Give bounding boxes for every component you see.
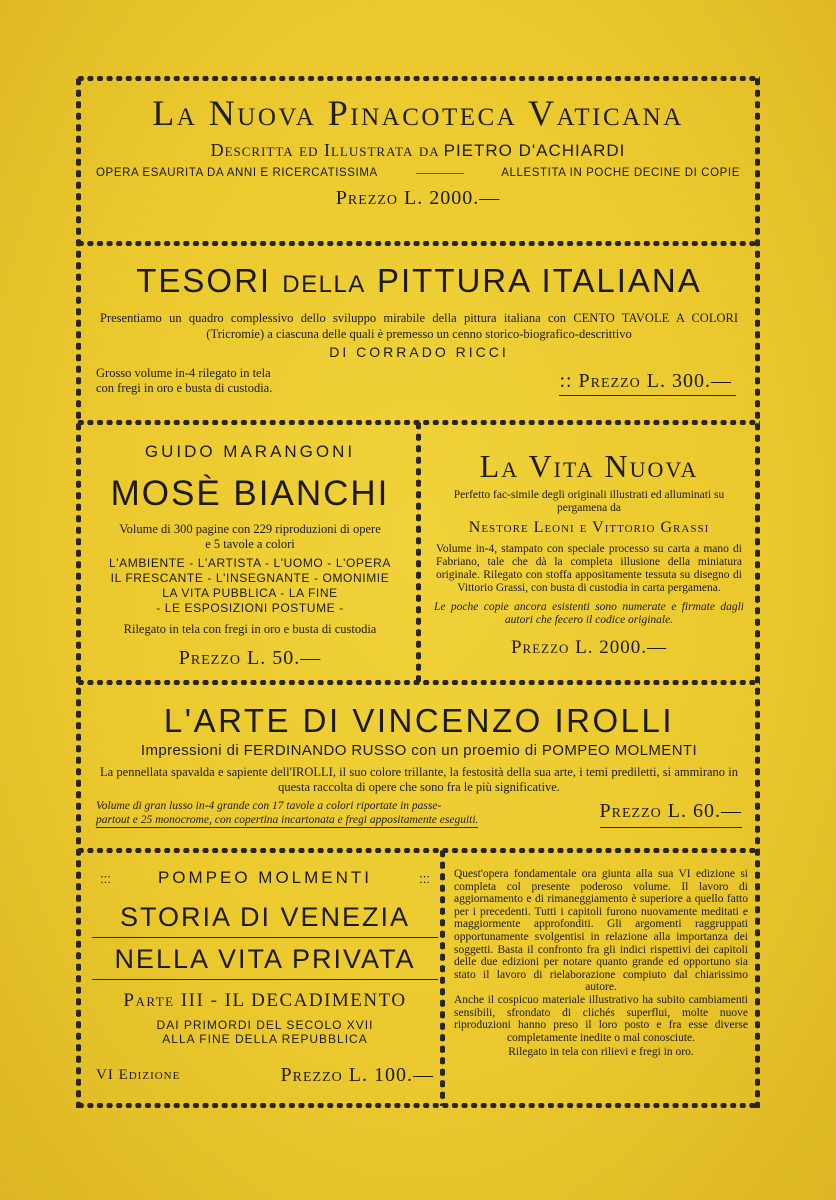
border-bottom <box>76 1103 760 1108</box>
mose-binding: Rilegato in tela con fregi in oro e busta di custodia <box>123 622 377 636</box>
vita-body: Volume in-4, stampato con speciale processo su carta a mano di Fabriano, tale che dà la completa illusione della miniatura originale. Rilegato con stoffa appositamente tessuta su disegno di Vittorio Grassi, con busta di custodia in carta pergamena. <box>436 543 742 594</box>
venezia-author-line <box>92 868 438 888</box>
border-right <box>755 76 760 1108</box>
divider-1 <box>76 241 760 246</box>
pinacoteca-note-dash <box>416 173 464 174</box>
section-vita-nuova <box>432 448 746 659</box>
venezia-deco-right: ::: <box>419 870 430 886</box>
irolli-description: La pennellata spavalda e sapiente dell'IROLLI, il suo colore trillante, la festosità della sua arte, i temi prediletti, si ammirano in questa raccolta di opere che sono fra le più significative. <box>100 765 738 794</box>
vita-title: La Vita Nuova <box>479 448 699 484</box>
irolli-subtitle: Impressioni di FERDINANDO RUSSO con un proemio di POMPEO MOLMENTI <box>140 742 698 759</box>
irolli-price: Prezzo L. 60.— <box>600 800 742 828</box>
venezia-footer <box>92 1064 438 1087</box>
section-pinacoteca <box>90 92 746 210</box>
tesori-binding-1: Grosso volume in-4 rilegato in tela <box>96 366 271 380</box>
pinacoteca-author: PIETRO D'ACHIARDI <box>443 141 626 160</box>
section-mose-bianchi <box>92 442 408 670</box>
venezia-title-1: STORIA DI VENEZIA <box>92 902 438 938</box>
mose-author: GUIDO MARANGONI <box>144 442 356 461</box>
venezia-title-2: NELLA VITA PRIVATA <box>92 944 438 980</box>
venezia-period-1: DAI PRIMORDI DEL SECOLO XVII <box>156 1018 374 1032</box>
tesori-title-a: TESORI <box>136 262 272 299</box>
tesori-author: DI CORRADO RICCI <box>329 344 509 360</box>
irolli-volume-2: partout e 25 monocrome, con copertina incartonata e fregi appositamente eseguiti. <box>96 814 479 826</box>
vita-price: Prezzo L. 2000.— <box>510 637 668 658</box>
tesori-title-c: PITTURA ITALIANA <box>376 262 702 299</box>
irolli-footer <box>96 799 742 828</box>
mose-topics <box>92 556 408 616</box>
divider-4 <box>76 848 760 853</box>
pinacoteca-note-right: ALLESTITA IN POCHE DECINE DI COPIE <box>501 167 740 179</box>
mose-desc-2: e 5 tavole a colori <box>205 537 295 551</box>
pinacoteca-title: La Nuova Pinacoteca Vaticana <box>152 93 684 133</box>
venezia-period-2: ALLA FINE DELLA REPUBBLICA <box>162 1032 368 1046</box>
tesori-price: :: Prezzo L. 300.— <box>559 370 736 396</box>
tesori-binding <box>96 366 272 396</box>
venezia-body-1: Quest'opera fondamentale ora giunta alla sua VI edizione si completa col presente poderoso volume. Il lavoro di aggiornamento e di rimaneggiamento è superiore a quello fatto per i precedenti. Tutti i capitoli furono nuovamente meditati e maggiormente approfonditi. Gli argomenti raggruppati opportunamente svolgentisi in relazione alla importanza dei soggetti. Basta il confronto fra gli indici rispettivi dei capitoli delle due edizioni per notare quanto grande ed opportuno sia stato il lavoro di rielaborazione compiuto dal chiarissimo autore. <box>454 868 748 994</box>
mose-desc-1: Volume di 300 pagine con 229 riproduzioni di opere <box>119 522 381 536</box>
mose-topic-4: - LE ESPOSIZIONI POSTUME - <box>156 601 344 615</box>
venezia-edition: VI Edizione <box>96 1067 181 1083</box>
mose-title: MOSÈ BIANCHI <box>110 474 390 513</box>
pinacoteca-note-left: OPERA ESAURITA DA ANNI E RICERCATISSIMA <box>96 167 378 179</box>
venezia-body-3: Rilegato in tela con rilievi e fregi in oro. <box>508 1046 694 1059</box>
divider-vertical-bottom <box>440 848 445 1106</box>
venezia-deco-left: ::: <box>100 870 111 886</box>
section-irolli <box>96 702 742 828</box>
tesori-title <box>96 262 742 300</box>
tesori-description: Presentiamo un quadro complessivo dello sviluppo mirabile della pittura italiana con CENTO TAVOLE A COLORI (Tricromie) a ciascuna delle quali è premesso un cenno storico-biografico-descrittivo <box>100 311 738 341</box>
venezia-part: Parte III - IL DECADIMENTO <box>123 990 407 1011</box>
mose-topic-1: L'AMBIENTE - L'ARTISTA - L'UOMO - L'OPERA <box>108 556 392 570</box>
tesori-footer <box>96 366 742 396</box>
mose-price: Prezzo L. 50.— <box>178 647 322 669</box>
divider-vertical-middle <box>416 420 421 682</box>
mose-topic-3: LA VITA PUBBLICA - LA FINE <box>162 586 338 600</box>
venezia-price: Prezzo L. 100.— <box>280 1064 434 1086</box>
mose-topic-2: IL FRESCANTE - L'INSEGNANTE - OMONIMIE <box>110 571 390 585</box>
section-venezia <box>92 868 438 1087</box>
vita-note: Le poche copie ancora esistenti sono numerate e firmate dagli autori che fecero il codice originale. <box>434 601 744 626</box>
venezia-author: POMPEO MOLMENTI <box>157 868 373 887</box>
venezia-body-2: Anche il cospicuo materiale illustrativo ha subito cambiamenti sensibili, sfrondato di clichés superflui, molte nuove riproduzioni hanno preso il loro posto e fra esse diverse completamente inedite o mal conosciute. <box>454 993 748 1044</box>
pinacoteca-notes <box>90 167 746 179</box>
pinacoteca-subtitle-label: Descritta ed Illustrata da <box>210 140 440 160</box>
irolli-title: L'ARTE DI VINCENZO IROLLI <box>163 702 675 739</box>
tesori-binding-2: con fregi in oro e busta di custodia. <box>96 381 273 395</box>
border-top <box>76 76 760 81</box>
border-left <box>76 76 81 1108</box>
pinacoteca-subtitle <box>90 140 746 161</box>
section-tesori <box>96 262 742 396</box>
tesori-title-b: DELLA <box>282 271 366 298</box>
irolli-volume <box>96 799 478 828</box>
irolli-volume-1: Volume di gran lusso in-4 grande con 17 tavole a colori riportate in passe- <box>96 800 442 812</box>
section-venezia-text <box>454 868 748 1059</box>
pinacoteca-price: Prezzo L. 2000.— <box>335 187 501 209</box>
vita-desc: Perfetto fac-simile degli originali illustrati ed alluminati su pergamena da <box>453 489 725 514</box>
vita-authors: Nestore Leoni e Vittorio Grassi <box>468 519 710 536</box>
